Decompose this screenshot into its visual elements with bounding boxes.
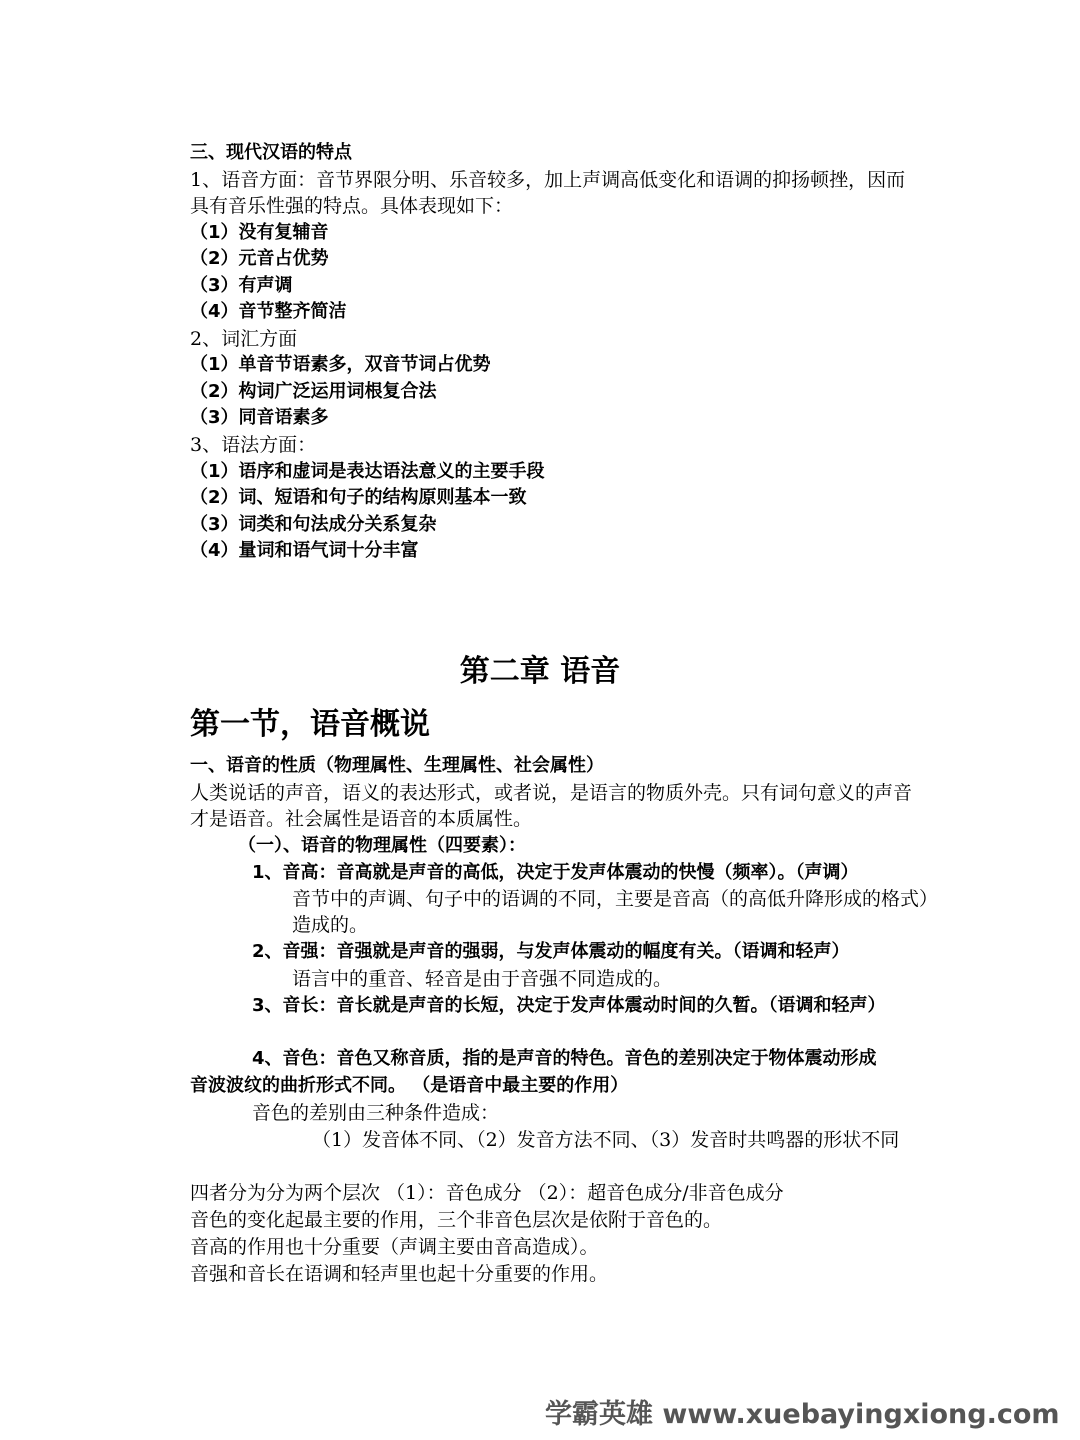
list-item: （2）词、短语和句子的结构原则基本一致 [190,487,527,508]
physical-attributes-subheading: （一）、语音的物理属性（四要素）： [238,835,526,856]
timbre-definition-line-1: 4、音色：音色又称音质，指的是声音的特色。音色的差别决定于物体震动形成 [252,1048,877,1069]
chapter-title: 第二章 语音 [459,654,621,689]
pitch-detail-line-2: 造成的。 [292,914,369,936]
list-item: （2）构词广泛运用词根复合法 [190,381,437,402]
phonetics-paragraph-line-1: 1、语音方面：音节界限分明、乐音较多，加上声调高低变化和语调的抑扬顿挫，因而 [190,169,906,191]
nature-heading: 一、语音的性质（物理属性、生理属性、社会属性） [190,755,604,776]
timbre-conditions-heading: 音色的差别由三种条件造成： [252,1102,500,1124]
list-item: （1）单音节语素多，双音节词占优势 [190,354,491,375]
list-item: （3）同音语素多 [190,407,329,428]
list-item: （2）元音占优势 [190,248,329,269]
timbre-conditions-list: （1）发音体不同、（2）发音方法不同、（3）发音时共鸣器的形状不同 [312,1129,900,1151]
nature-paragraph-line-2: 才是语音。社会属性是语音的本质属性。 [190,808,533,830]
section-heading-features: 三、现代汉语的特点 [190,142,352,163]
nature-paragraph-line-1: 人类说话的声音，语义的表达形式，或者说，是语言的物质外壳。只有词句意义的声音 [190,782,913,804]
intensity-detail: 语言中的重音、轻音是由于音强不同造成的。 [292,968,673,990]
watermark: 学霸英雄 www.xuebayingxiong.com [545,1399,1060,1430]
summary-line: 音高的作用也十分重要（声调主要由音高造成）。 [190,1236,599,1258]
section-title: 第一节，语音概说 [190,707,430,742]
length-definition: 3、音长：音长就是声音的长短，决定于发声体震动时间的久暂。（语调和轻声） [252,995,886,1016]
list-item: （1）没有复辅音 [190,222,329,243]
grammar-heading: 3、语法方面： [190,434,317,456]
list-item: （3）有声调 [190,275,293,296]
intensity-definition: 2、音强：音强就是声音的强弱，与发声体震动的幅度有关。（语调和轻声） [252,941,850,962]
timbre-definition-line-2: 音波波纹的曲折形式不同。 （是语音中最主要的作用） [190,1075,629,1096]
list-item: （1）语序和虚词是表达语法意义的主要手段 [190,461,545,482]
phonetics-paragraph-line-2: 具有音乐性强的特点。具体表现如下： [190,195,514,217]
pitch-detail-line-1: 音节中的声调、句子中的语调的不同，主要是音高（的高低升降形成的格式） [292,888,939,910]
summary-line: 四者分为分为两个层次 （1）：音色成分 （2）：超音色成分/非音色成分 [190,1182,784,1204]
list-item: （3）词类和句法成分关系复杂 [190,514,437,535]
list-item: （4）量词和语气词十分丰富 [190,540,419,561]
pitch-definition: 1、音高：音高就是声音的高低，决定于发声体震动的快慢（频率）。（声调） [252,862,859,883]
summary-line: 音强和音长在语调和轻声里也起十分重要的作用。 [190,1263,609,1285]
summary-line: 音色的变化起最主要的作用，三个非音色层次是依附于音色的。 [190,1209,723,1231]
list-item: （4）音节整齐简洁 [190,301,347,322]
vocabulary-heading: 2、词汇方面 [190,328,298,350]
